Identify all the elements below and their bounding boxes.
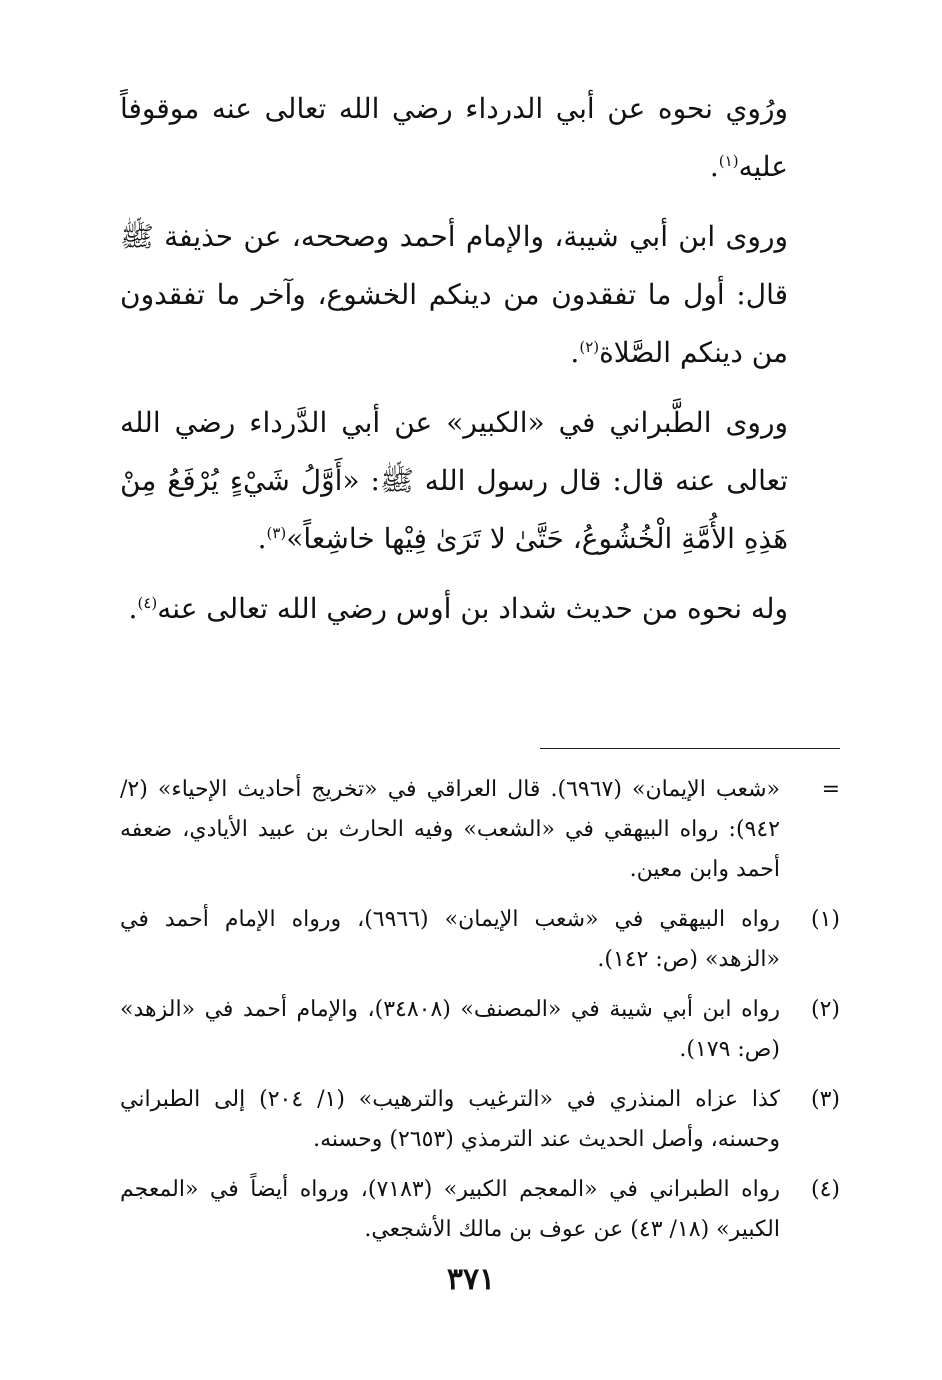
- paragraph-2-text: وروى ابن أبي شيبة، والإمام أحمد وصححه، عن حذيفة ﷺ قال: أول ما تفقدون من دينكم الخشوع، وآخر ما تفقدون من دينكم الصَّلاة: [120, 220, 788, 369]
- footnote-text: رواه ابن أبي شيبة في «المصنف» (٣٤٨٠٨)، والإمام أحمد في «الزهد» (ص: ١٧٩).: [120, 997, 780, 1062]
- footnote-text: «شعب الإيمان» (٦٩٦٧). قال العراقي في «تخريج أحاديث الإحياء» (٢/ ٩٤٢): رواه البيهقي في «الشعب» وفيه الحارث بن عبيد الأيادي، ضعفه أحمد وابن معين.: [120, 777, 780, 882]
- paragraph-2-end: .: [570, 336, 580, 369]
- footnote-4: [120, 1170, 840, 1250]
- paragraph-1-text: ورُوي نحوه عن أبي الدرداء رضي الله تعالى عنه موقوفاً عليه: [120, 92, 788, 183]
- footnote-ref-4: (٤): [137, 594, 158, 612]
- footnote-marker: (٢): [810, 997, 840, 1022]
- footnotes: [120, 770, 840, 1260]
- paragraph-3: [120, 394, 840, 568]
- footnote-marker: (١): [810, 907, 840, 932]
- main-text: [120, 80, 840, 638]
- footnote-3: [120, 1080, 840, 1160]
- footnote-2: [120, 990, 840, 1070]
- footnote-marker: (٤): [810, 1177, 840, 1202]
- footnote-text: رواه الطبراني في «المعجم الكبير» (٧١٨٣)، ورواه أيضاً في «المعجم الكبير» (١٨/ ٤٣) عن عوف بن مالك الأشجعي.: [120, 1177, 780, 1242]
- footnote-divider: [540, 748, 840, 749]
- paragraph-4: [120, 580, 840, 638]
- paragraph-4-end: .: [128, 592, 138, 625]
- footnote-text: كذا عزاه المنذري في «الترغيب والترهيب» (١/ ٢٠٤) إلى الطبراني وحسنه، وأصل الحديث عند الترمذي (٢٦٥٣) وحسنه.: [120, 1087, 781, 1152]
- footnote-continuation: [120, 770, 840, 890]
- paragraph-3-end: .: [257, 522, 267, 555]
- footnote-ref-2: (٢): [579, 338, 600, 356]
- paragraph-1-end: .: [709, 150, 719, 183]
- footnote-marker: =: [821, 777, 840, 802]
- paragraph-2: [120, 208, 840, 382]
- footnote-1: [120, 900, 840, 980]
- footnote-text: رواه البيهقي في «شعب الإيمان» (٦٩٦٦)، ورواه الإمام أحمد في «الزهد» (ص: ١٤٢).: [120, 907, 780, 972]
- footnote-marker: (٣): [810, 1087, 840, 1112]
- paragraph-3-text: وروى الطَّبراني في «الكبير» عن أبي الدَّرداء رضي الله تعالى عنه قال: قال رسول الله ﷺ: «أَوَّلُ شَيْءٍ يُرْفَعُ مِنْ هَذِهِ الأُمَّةِ الْخُشُوعُ، حَتَّىٰ لا تَرَىٰ فِيْها خاشِعاً»: [120, 406, 788, 555]
- paragraph-1: [120, 80, 840, 196]
- footnote-ref-1: (١): [718, 152, 739, 170]
- paragraph-4-text: وله نحوه من حديث شداد بن أوس رضي الله تعالى عنه: [157, 592, 788, 625]
- book-page: [120, 80, 840, 1310]
- page-number: ٣٧١: [446, 1262, 496, 1297]
- footnote-ref-3: (٣): [266, 524, 287, 542]
